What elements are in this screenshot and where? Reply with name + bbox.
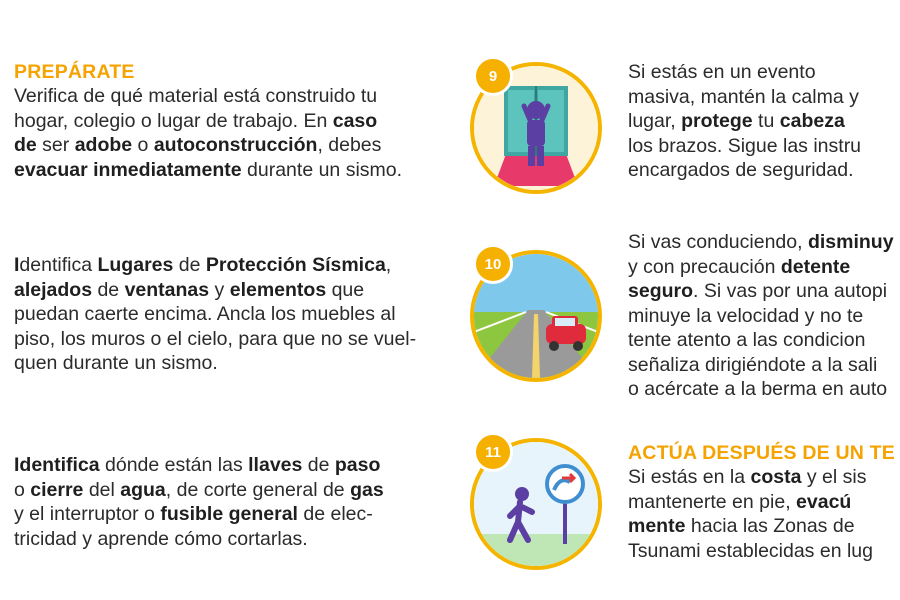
text-segment: minuye la velocidad y no te: [628, 304, 864, 327]
text-segment: . Si vas por una autopi: [693, 280, 888, 302]
text-segment: puedan caerte encima. Ancla los muebles al: [14, 303, 396, 325]
text-segment: o: [132, 134, 154, 156]
text-line: [628, 85, 900, 110]
bold-text: Protección Sísmica: [205, 254, 386, 276]
text-segment: durante un sismo.: [241, 158, 403, 181]
text-segment: , de corte general de: [165, 478, 351, 501]
bold-text: fusible general: [160, 503, 298, 525]
text-segment: hogar, colegio o lugar de trabajo. En: [14, 109, 333, 132]
text-line: [14, 158, 444, 183]
text-line: [14, 133, 444, 158]
step-badge-10: 10: [473, 244, 513, 284]
text-line: [14, 109, 444, 134]
text-segment: que: [326, 278, 365, 301]
text-line: [628, 158, 900, 183]
text-segment: de: [92, 278, 125, 301]
act-after-paragraph: [628, 465, 900, 563]
text-line: [14, 478, 444, 503]
bold-text: caso: [332, 109, 378, 132]
bold-text: evacú: [796, 490, 852, 513]
step-badge-11: 11: [473, 432, 513, 472]
text-segment: , debes: [317, 134, 382, 156]
text-segment: masiva, mantén la calma y: [628, 85, 859, 108]
text-line: [628, 109, 900, 134]
bold-text: detente: [780, 255, 851, 278]
text-segment: o: [14, 478, 31, 501]
text-line: [14, 302, 444, 327]
text-segment: dentifica: [19, 254, 98, 276]
text-segment: Si estás en la: [628, 466, 751, 488]
text-segment: y con precaución: [628, 255, 781, 278]
text-segment: de: [173, 254, 206, 276]
text-segment: Tsunami establecidas en lug: [628, 539, 873, 562]
text-segment: mantenerte en pie,: [628, 490, 797, 513]
text-segment: Si estás en un evento: [628, 61, 816, 83]
text-line: [14, 278, 444, 303]
text-segment: ser: [36, 134, 75, 156]
bold-text: evacuar inmediatamente: [14, 158, 242, 181]
prepare-paragraph: [14, 84, 444, 182]
text-segment: ,: [385, 254, 392, 276]
bold-text: paso: [334, 454, 381, 476]
protection-zones-paragraph: [14, 253, 444, 376]
utilities-paragraph: [14, 453, 444, 551]
text-line: [14, 84, 444, 109]
text-segment: dónde están las: [99, 454, 249, 476]
text-line: [628, 328, 900, 353]
text-line: [14, 502, 444, 527]
bold-text: Identifica: [14, 454, 100, 476]
text-line: [628, 465, 900, 490]
driving-paragraph: [628, 230, 900, 402]
text-segment: tente atento a las condicion: [628, 329, 866, 351]
act-after-section: [628, 441, 900, 563]
bold-text: alejados: [14, 278, 93, 301]
act-after-heading: ACTÚA DESPUÉS DE UN TE: [628, 442, 895, 464]
driving-section: [628, 230, 900, 402]
text-segment: hacia las Zonas de: [685, 515, 855, 537]
text-line: [14, 453, 444, 478]
bold-text: llaves: [248, 454, 303, 476]
text-line: [628, 490, 900, 515]
text-segment: y el interruptor o: [14, 503, 161, 525]
bold-text: Lugares: [97, 254, 174, 276]
text-line: [628, 353, 900, 378]
text-segment: Si vas conduciendo,: [628, 231, 808, 253]
step-badge-9: 9: [473, 56, 513, 96]
bold-text: cierre: [30, 478, 84, 501]
text-line: [628, 230, 900, 255]
text-segment: Verifica de qué material está construido tu: [14, 85, 378, 107]
text-segment: o acércate a la berma en auto: [628, 378, 888, 400]
bold-text: adobe: [74, 134, 133, 156]
text-line: [628, 539, 900, 564]
bold-text: autoconstrucción: [153, 134, 318, 156]
mass-event-section: [628, 60, 900, 183]
bold-text: elementos: [229, 278, 327, 301]
bold-text: costa: [750, 466, 802, 488]
text-line: [14, 527, 444, 552]
mass-event-paragraph: [628, 60, 900, 183]
bold-text: mente: [628, 515, 686, 537]
protection-zones-section: [14, 253, 444, 376]
text-line: [14, 327, 444, 352]
prepare-heading: PREPÁRATE: [14, 61, 135, 83]
text-segment: del: [83, 478, 121, 501]
prepare-section: [14, 60, 444, 182]
text-segment: señaliza dirigiéndote a la sali: [628, 353, 878, 376]
text-segment: piso, los muros o el cielo, para que no se vuel-: [14, 327, 417, 350]
bold-text: de: [14, 134, 37, 156]
bold-text: ventanas: [124, 278, 210, 301]
bold-text: disminuy: [807, 231, 894, 253]
text-segment: y: [209, 278, 230, 301]
text-line: [628, 377, 900, 402]
text-line: [14, 351, 444, 376]
text-segment: tricidad y aprende cómo cortarlas.: [14, 527, 308, 550]
text-line: [14, 253, 444, 278]
text-line: [628, 60, 900, 85]
text-segment: de elec-: [297, 503, 373, 525]
bold-text: agua: [120, 478, 166, 501]
right-column: [628, 0, 900, 600]
bold-text: seguro: [628, 280, 694, 302]
text-segment: tu: [752, 110, 780, 132]
text-line: [628, 514, 900, 539]
text-line: [628, 134, 900, 159]
text-line: [628, 279, 900, 304]
bold-text: protege: [681, 110, 753, 132]
bold-text: gas: [350, 478, 384, 501]
text-line: [628, 304, 900, 329]
text-segment: de: [302, 454, 335, 476]
text-segment: los brazos. Sigue las instru: [628, 134, 862, 157]
text-segment: y el sis: [801, 466, 867, 488]
text-segment: quen durante un sismo.: [14, 352, 218, 374]
text-segment: lugar,: [628, 110, 682, 132]
utilities-section: [14, 453, 444, 551]
text-line: [628, 255, 900, 280]
text-segment: encargados de seguridad.: [628, 159, 854, 181]
bold-text: cabeza: [779, 110, 845, 132]
bold-text: I: [14, 254, 20, 276]
